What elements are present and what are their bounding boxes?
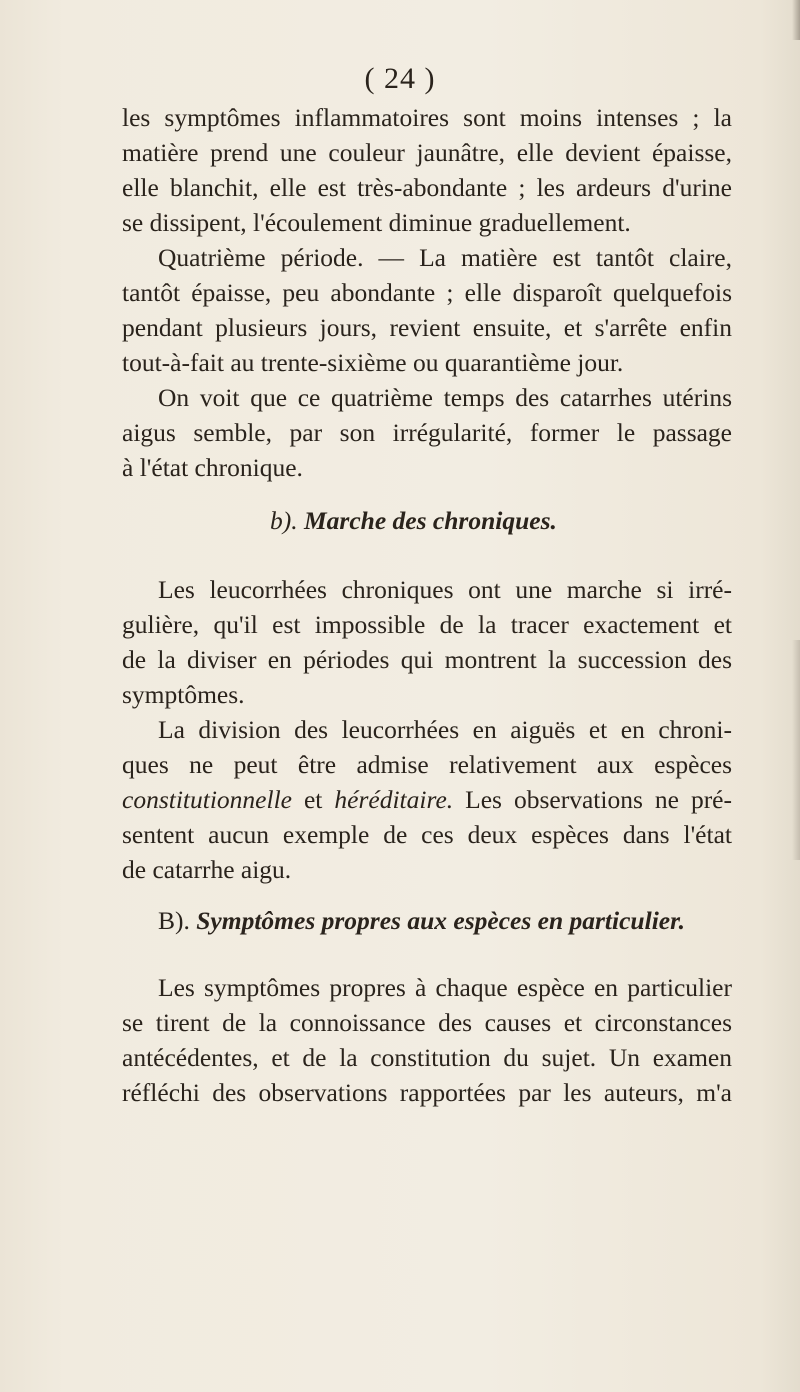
page-edge-shadow: [792, 0, 800, 40]
text-line: symptômes.: [122, 680, 245, 709]
text-line: de catarrhe aigu.: [122, 855, 292, 884]
section-label: b).: [270, 506, 298, 535]
paragraph-division: [122, 712, 732, 887]
text-line: Les leucorrhées chroniques ont une marche si irré-: [158, 575, 732, 604]
paragraph-fourth-period: [122, 240, 732, 380]
text-line: La division des leucorrhées en aiguës et en chroni-: [158, 715, 732, 744]
text-line: tout-à-fait au trente-sixième ou quarantième jour.: [122, 348, 624, 377]
section-title: Marche des chroniques.: [304, 506, 557, 535]
text-line: réfléchi des observations rapportées par les auteurs, m'a: [122, 1078, 732, 1107]
text-line: pendant plusieurs jours, revient ensuite, et s'arrête enfin: [122, 313, 732, 342]
text-line: On voit que ce quatrième temps des catarrhes utérins: [158, 383, 732, 412]
text-line: se dissipent, l'écoulement diminue graduellement.: [122, 208, 631, 237]
text-line: ques ne peut être admise relativement aux espèces: [122, 750, 732, 779]
text-line: aigus semble, par son irrégularité, former le passage: [122, 418, 732, 447]
text-line: gulière, qu'il est impossible de la tracer exactement et: [122, 610, 732, 639]
text-fragment: et: [291, 785, 335, 814]
text-line: antécédentes, et de la constitution du sujet. Un examen: [122, 1043, 732, 1072]
page-edge-shadow: [792, 640, 800, 860]
text-line: [122, 782, 732, 817]
text-fragment: Les observations ne pré-: [453, 785, 732, 814]
text-line: se tirent de la connoissance des causes et circonstances: [122, 1008, 732, 1037]
text-line: de la diviser en périodes qui montrent la succession des: [122, 645, 732, 674]
text-line: matière prend une couleur jaunâtre, elle devient épaisse,: [122, 138, 732, 167]
italic-term: constitutionnelle: [122, 785, 292, 814]
paragraph-transition: [122, 380, 732, 485]
section-title: Symptômes propres aux espèces en particulier.: [196, 906, 685, 935]
text-line: tantôt épaisse, peu abondante ; elle disparoît quelquefois: [122, 278, 732, 307]
text-line: les symptômes inflammatoires sont moins intenses ; la: [122, 103, 732, 132]
text-line: sentent aucun exemple de ces deux espèces dans l'état: [122, 820, 732, 849]
section-heading-specific-symptoms: [158, 903, 685, 938]
paragraph-specific-symptoms: [122, 970, 732, 1110]
text-line: Les symptômes propres à chaque espèce en particulier: [158, 973, 732, 1002]
page-number: ( 24 ): [364, 62, 436, 95]
paragraph-chronic-leucorrhea: [122, 572, 732, 712]
section-heading-chronic-course: [270, 503, 557, 538]
paragraph-inflammatory-symptoms: [122, 100, 732, 240]
text-line: elle blanchit, elle est très-abondante ; les ardeurs d'urine: [122, 173, 732, 202]
text-line: Quatrième période. — La matière est tantôt claire,: [158, 243, 732, 272]
italic-term: héréditaire.: [334, 785, 454, 814]
section-label: B).: [158, 906, 190, 935]
text-line: à l'état chronique.: [122, 453, 303, 482]
